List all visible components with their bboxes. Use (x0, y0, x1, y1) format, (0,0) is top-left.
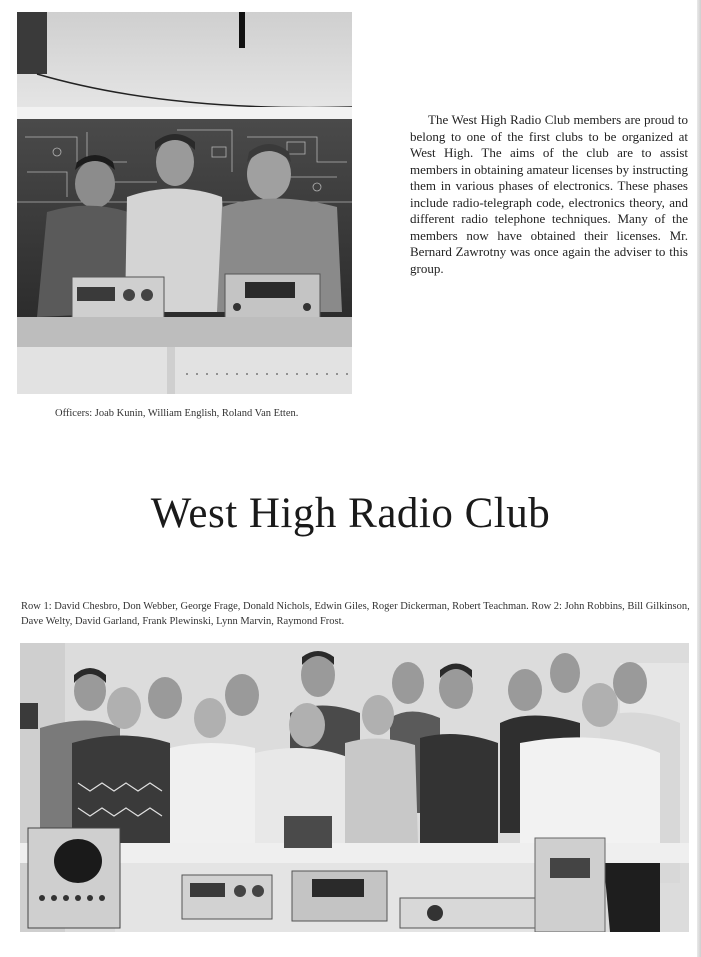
officers-photo (17, 12, 352, 394)
page-title: West High Radio Club (150, 490, 551, 537)
club-description: The West High Radio Club members are proud to belong to one of the first clubs to be organized at West High. The aims of the club are to assist members in obtaining amateur licenses by instructing them in various phases of electronics. These phases include radio-telegraph code, electronics theory, and different radio telephone techniques. Many of the members now have obtained their licenses. Mr. Bernard Zawrotny was once again the adviser to this group. (410, 112, 688, 276)
members-caption: Row 1: David Chesbro, Don Webber, George Frage, Donald Nichols, Edwin Giles, Roger Dickerman, Robert Teachman. Row 2: John Robbins, Bill Gilkinson, Dave Welty, David Garland, Frank Plewinski, Lynn Marvin, Raymond Frost. (21, 601, 690, 627)
officers-caption: Officers: Joab Kunin, William English, Roland Van Etten. (55, 408, 299, 419)
page-edge (697, 0, 701, 957)
members-group-photo (20, 643, 689, 932)
